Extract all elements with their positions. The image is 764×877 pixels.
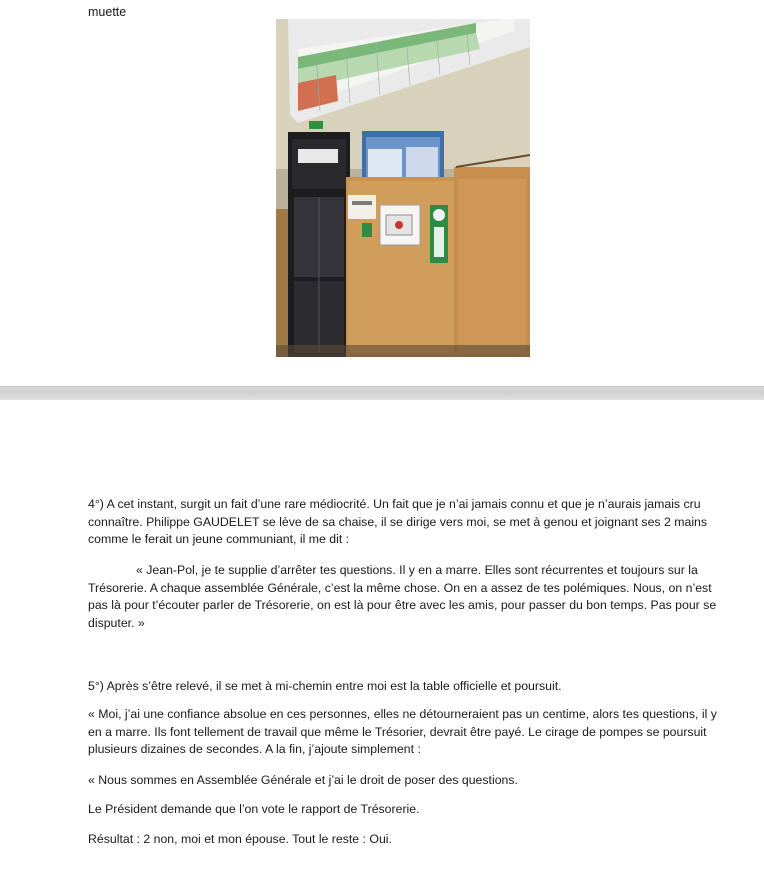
room-photo xyxy=(276,19,530,357)
quote-confiance: « Moi, j’ai une confiance absolue en ces personnes, elles ne détourneraient pas un centime, alors tes questions, il y en a marre. Ils font tellement de travail que même le Trésorier, devrait être payé. Le cirage de pompes se poursuit plusieurs dizaines de secondes. A la fin, j’ajoute simplement : xyxy=(88,707,717,757)
document-page-bottom xyxy=(0,400,764,877)
document-page-top xyxy=(0,0,764,386)
paragraph-5: 5°) Après s’être relevé, il se met à mi-chemin entre moi est la table officielle et poursuit. xyxy=(88,679,562,693)
room-photo-drawing xyxy=(276,19,530,357)
quote-jean-pol: « Jean-Pol, je te supplie d’arrêter tes questions. Il y en a marre. Elles sont récurrentes et toujours sur la Trésorerie. A chaque assemblée Générale, c’est la même chose. On en a assez de tes polémiques. Nous, on n’est pas là pour t’écouter parler de Trésorerie, on est là pour être avec les amis, pour passer du bon temps. Pas pour se disputer. » xyxy=(88,563,717,630)
caption-text: muette xyxy=(88,5,127,19)
exit-sign-icon xyxy=(309,121,323,129)
paragraph-4: 4°) A cet instant, surgit un fait d’une rare médiocrité. Un fait que je n’ai jamais connu et que je n’aurais jamais cru connaître. Philippe GAUDELET se lève de sa chaise, il se dirige vers moi, se met à genou et joignant ses 2 mains comme le ferait un jeune communiant, il me dit : xyxy=(88,497,708,547)
vote-result-line: Résultat : 2 non, moi et mon épouse. Tout le reste : Oui. xyxy=(88,832,392,846)
president-vote-line: Le Président demande que l’on vote le rapport de Trésorerie. xyxy=(88,802,420,816)
quote-assemblee: « Nous sommes en Assemblée Générale et j’ai le droit de poser des questions. xyxy=(88,773,518,787)
